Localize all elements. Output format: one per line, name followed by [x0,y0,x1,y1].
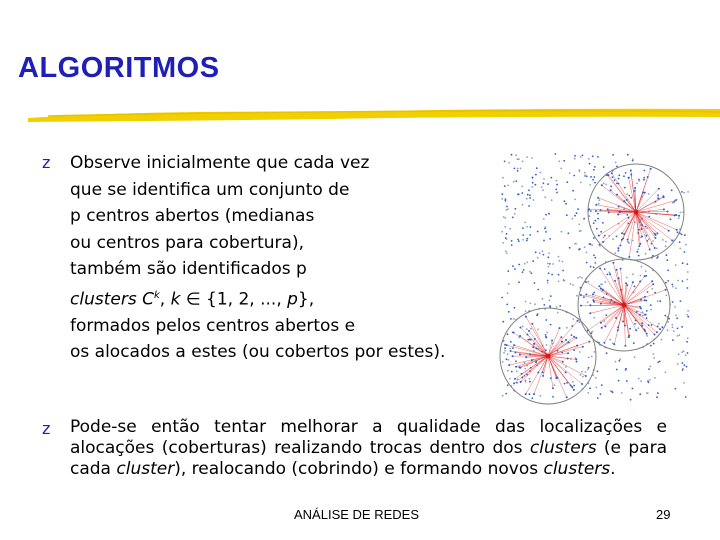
footer-text: ANÁLISE DE REDES [294,507,419,522]
text-italic: clusters [529,438,597,458]
bullet-1-text [70,150,490,366]
text-part: ), realocando (cobrindo) e formando novos [174,459,544,479]
text-italic: cluster [116,459,175,479]
text-line: p centros abertos (medianas [70,206,315,226]
text-part: . [610,459,616,479]
superscript-k: k [153,289,160,301]
text-line: ou centros para cobertura), [70,232,304,253]
page-number: 29 [656,507,671,522]
text-line: também são identificados p [70,259,307,279]
clusters-figure [498,150,694,405]
text-line: Observe inicialmente que cada vez [70,153,370,173]
text-part: (e para cada [70,438,667,479]
title-underline [28,104,720,126]
text-italic: clusters [543,459,611,479]
separator: , [159,289,171,310]
clusters-word: clusters [70,289,137,310]
bullet-icon: z [42,153,51,172]
math-line [70,283,490,313]
index-k: k [170,289,181,310]
cluster-symbol: C [142,289,154,310]
bullet-icon: z [42,419,51,438]
set-close: }, [297,289,315,310]
bullet-2-text [70,417,667,480]
text-line: os alocados a estes (ou cobertos por estes). [70,342,446,363]
text-line: formados pelos centros abertos e [70,315,356,336]
text-part: Pode-se então tentar melhorar a qualidade das localizações e alocações (coberturas) realizando trocas dentro dos [70,417,667,458]
set-open: ∈ {1, 2, ..., [180,289,288,310]
slide-title: ALGORITMOS [18,52,220,84]
text-line: que se identifica um conjunto de [70,179,350,200]
set-p: p [287,289,298,310]
